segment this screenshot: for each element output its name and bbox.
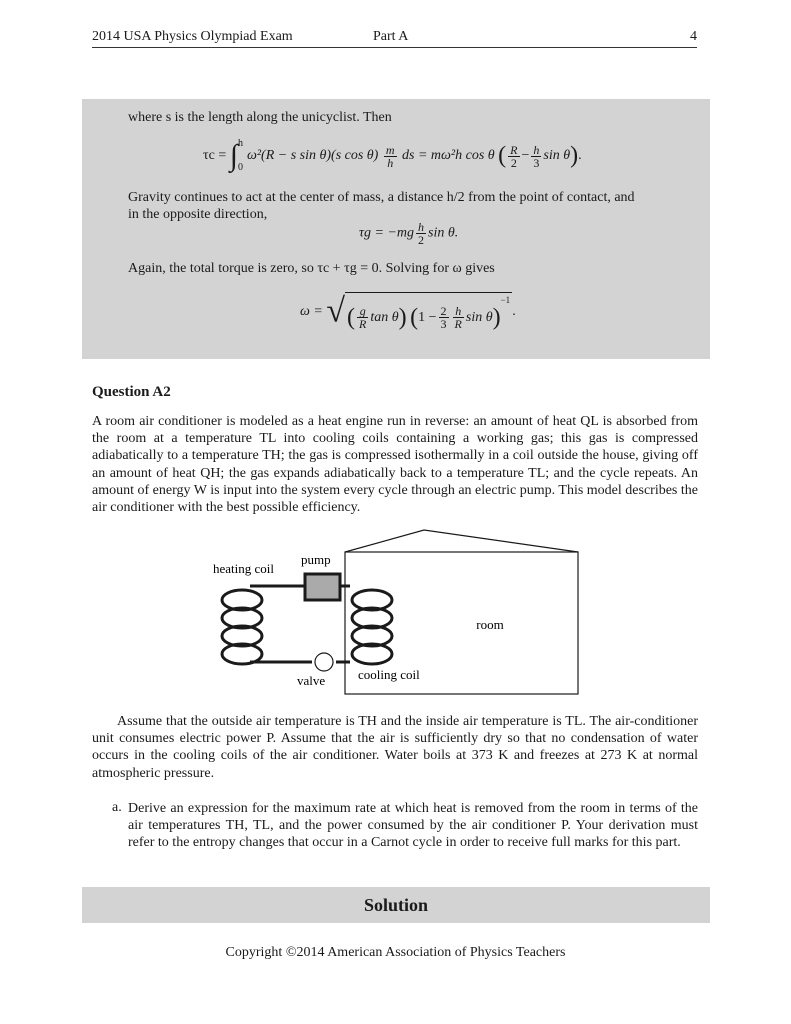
eq2-frac-num: h [418,220,425,234]
eq2-lhs: τg = −mg [359,225,415,241]
eq1-frac-b [531,144,541,169]
solution-heading: Solution [82,887,710,923]
eq1-mass-fraction [384,144,397,169]
header-exam-title: 2014 USA Physics Olympiad Exam [92,29,293,44]
part-a-text: Derive an expression for the maximum rate at which heat is removed from the room in terms of the air temperatures TH, TL, and the power consumed by the air conditioner P. Your derivation must refer to the entropy changes that occur in a Carnot cycle in order to receive full marks for this part. [128,801,698,851]
pump-box [305,574,340,600]
eq3-R: R [359,317,367,332]
eq1-rhs: ω²(R − s sin θ)(s cos θ) [246,148,379,164]
integral-sign: ∫ [229,139,238,172]
eq3-R2: R [454,317,462,332]
eq1-frac-a-den: 2 [510,155,517,170]
equation-tau-c: τc = ∫ h 0 ω²(R − s sin θ)(s cos θ) $\frac{m}{h}$ ds = mω²h cos θ ( $\frac{R}{2}$ − $\frac{h}{3}$ sin θ). [203,138,582,173]
eq3-tan: tan θ [370,310,399,325]
question-title: Question A2 [92,384,171,400]
solution-line-3: in the opposite direction, [128,207,268,222]
header-page-number: 4 [690,29,697,44]
eq3-end: . [512,303,516,319]
eq1-minus: − [521,148,530,164]
solution-line-1: where s is the length along the unicyclist. Then [128,110,392,125]
cooling-coil [352,590,392,664]
page-header [92,29,697,48]
question-intro: A room air conditioner is modeled as a heat engine run in reverse: an amount of heat QL is absorbed from the room at a temperature TL into cooling coils containing a working gas; this gas is compressed adiabatically to a temperature TH; the gas is compressed isothermally in a coil outside the house, giving off an amount of heat QH; the gas expands adiabatically back to a temperature TL; and the cycle repeats. An amount of energy W is input into the system every cycle through an electric pump. This model describes the air conditioner with the best possible efficiency. [92,414,698,516]
eq3-exponent: −1 [500,295,511,305]
equation-omega: ω = √( $\frac{g}{R}$ tan θ) (1 − $\frac{2}{3}$ $\frac{h}{R}$ sin θ)$^{-1}$. [300,292,516,332]
eq3-frac-g-r [357,305,368,330]
equation-tau-g [359,221,458,246]
valve-circle [315,653,333,671]
solution-line-2: Gravity continues to act at the center of mass, a distance h/2 from the point of contact, and [128,190,635,205]
header-part: Part A [373,29,409,44]
copyright-footer: Copyright ©2014 American Association of Physics Teachers [225,945,566,960]
eq3-lhs: ω = [300,303,323,319]
eq3-sin: sin θ [465,310,493,325]
eq1-sin: sin θ [543,148,571,164]
eq1-frac-a [508,144,519,169]
eq2-frac-den: 2 [418,233,425,247]
eq1-frac-num: m [385,142,395,157]
room-roof [345,530,578,552]
air-conditioner-diagram [200,528,590,698]
eq1-ds: ds = mω²h cos θ [402,148,495,164]
question-assumptions: Assume that the outside air temperature is TH and the inside air temperature is TL. The air-conditioner unit consumes electric power P. Assume that the air is sufficiently dry so that no condensation of water occurs in the cooling coils of the air conditioner. Water boils at 373 K and freezes at 273 K at normal atmospheric pressure. [92,714,698,781]
eq1-frac-b-num: h [533,142,540,157]
cooling-coil-label: cooling coil [358,667,420,682]
pump-label: pump [301,552,331,567]
eq3-h: h [453,305,464,318]
room-label: room [476,617,504,632]
eq1-frac-a-num: R [510,142,518,157]
eq3-2: 2 [440,304,447,319]
eq3-g: g [357,305,368,318]
eq3-frac-h-r [453,305,464,330]
eq2-rhs: sin θ. [428,225,459,241]
eq1-frac-den: h [387,155,394,170]
valve-label: valve [297,673,326,688]
eq1-lhs: τc = [203,148,227,164]
eq1-end: . [578,148,582,164]
solution-line-4: Again, the total torque is zero, so τc + τg = 0. Solving for ω gives [128,261,495,276]
part-a-label: a. [112,800,122,815]
eq1-frac-b-den: 3 [533,155,540,170]
integral-upper: h [237,138,243,149]
eq3-one: 1 − [418,310,437,325]
eq3-frac-2-3 [439,305,449,330]
heating-coil-label: heating coil [213,561,275,576]
integral-lower: 0 [237,162,243,173]
eq2-fraction [416,221,426,246]
eq3-3: 3 [440,317,447,332]
heating-coil [222,590,262,664]
